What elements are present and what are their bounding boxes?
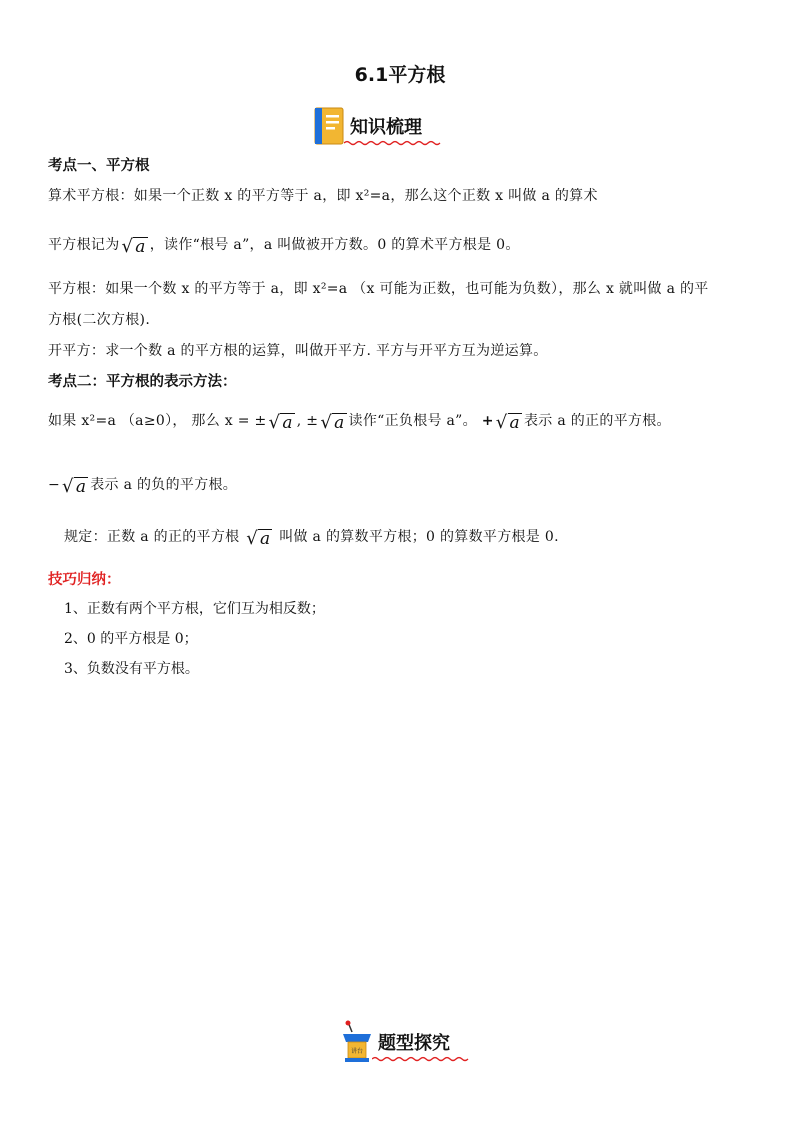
- rule-pre: 规定：正数 a 的正的平方根: [64, 529, 240, 545]
- question-types-banner: [340, 1020, 450, 1064]
- tip-item: 1、正数有两个平方根，它们互为相反数；: [64, 601, 325, 617]
- negative-root-line: [48, 474, 237, 496]
- tip-item: 2、0 的平方根是 0；: [64, 631, 198, 647]
- page-title: 6.1平方根: [354, 64, 446, 86]
- rep-mid: 读作“正负根号 a”。: [348, 413, 477, 429]
- plus-sign: +: [481, 413, 494, 429]
- sqrt-radicand: a: [135, 237, 146, 257]
- section-title-knowledge: 知识梳理: [350, 117, 422, 138]
- rule-post: 叫做 a 的算数平方根；0 的算数平方根是 0.: [279, 529, 559, 545]
- representation-line: 如果 x²=a （a≥0）， 那么 x = ± √ a , ± √ a 读作“正负根号 a”。 + √ a 表示 a 的正的平方根。: [48, 412, 671, 433]
- plus-minus: ±: [306, 413, 319, 429]
- book-icon: [312, 106, 346, 146]
- sqrt-a: √ a: [246, 528, 271, 549]
- kp1-heading: 考点一、平方根: [48, 158, 150, 174]
- sqrt-a: √ a: [495, 412, 520, 433]
- neg-post: 表示 a 的负的平方根。: [90, 477, 238, 493]
- rep-pre: 如果 x²=a （a≥0）， 那么 x =: [48, 413, 250, 429]
- arith-def-pre: 平方根记为: [48, 237, 120, 253]
- kai-def-line: 开平方：求一个数 a 的平方根的运算，叫做开平方. 平方与开平方互为逆运算。: [48, 343, 548, 359]
- tips-heading: 技巧归纳：: [48, 572, 121, 588]
- kp2-heading: 考点二：平方根的表示方法：: [48, 374, 237, 390]
- wavy-underline: [372, 1056, 472, 1062]
- arith-def-line1: 算术平方根：如果一个正数 x 的平方等于 a，即 x²=a，那么这个正数 x 叫做 a 的算术: [48, 188, 598, 204]
- square-root-def-line2: 方根(二次方根).: [48, 312, 151, 328]
- podium-label: 讲台: [350, 1048, 364, 1055]
- section-title-question-types: 题型探究: [378, 1033, 450, 1054]
- sqrt-a: √ a: [121, 236, 146, 257]
- sqrt-a: √ a: [320, 412, 345, 433]
- podium-icon: [340, 1020, 374, 1064]
- knowledge-banner: [312, 106, 422, 146]
- wavy-underline: [344, 140, 444, 146]
- square-root-def-line1: 平方根：如果一个数 x 的平方等于 a，即 x²=a （x 可能为正数，也可能为负数），那么 x 就叫做 a 的平: [48, 281, 709, 297]
- tip-item: 3、负数没有平方根。: [64, 661, 199, 677]
- arith-def-post: ，读作“根号 a”，a 叫做被开方数。0 的算术平方根是 0。: [149, 237, 520, 253]
- plus-minus: ±: [254, 413, 267, 429]
- rule-line: [64, 526, 559, 548]
- minus-sign: −: [48, 477, 61, 493]
- rep-post: 表示 a 的正的平方根。: [523, 413, 671, 429]
- sqrt-a: √ a: [268, 412, 293, 433]
- arith-def-line2: [48, 234, 520, 256]
- sqrt-a: √ a: [62, 476, 87, 497]
